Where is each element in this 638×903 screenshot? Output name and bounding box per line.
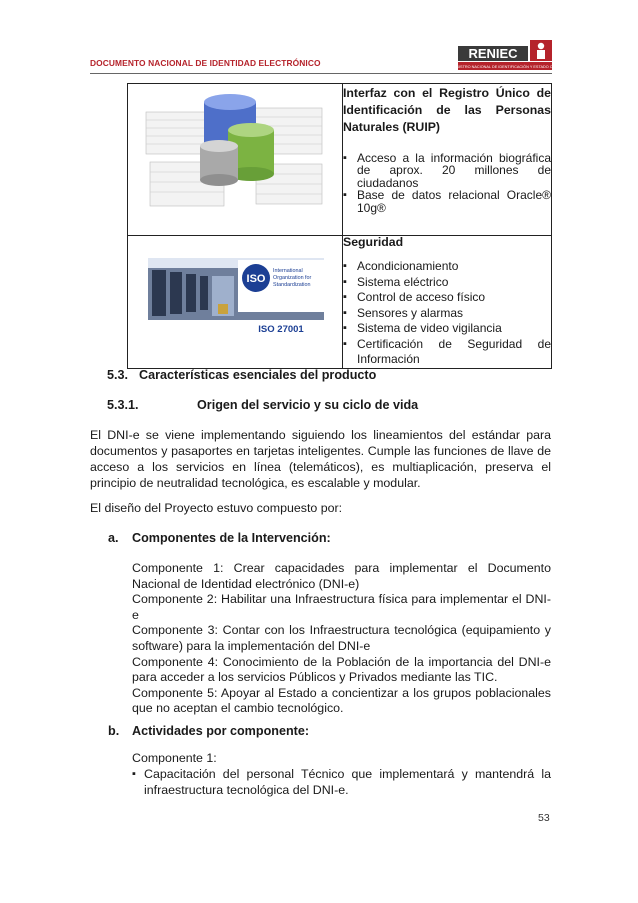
list-item: ▪ Acceso a la información biográfica de aprox. 20 millones de ciudadanos xyxy=(343,152,551,189)
activities-heading: Actividades por componente: xyxy=(132,724,310,738)
ruip-title: Interfaz con el Registro Único de Identificación de las Personas Naturales (RUIP) xyxy=(343,86,551,134)
subsection-number: 5.3.1. xyxy=(107,398,139,412)
header-title: DOCUMENTO NACIONAL DE IDENTIDAD ELECTRÓNICO xyxy=(90,58,321,68)
section-number: 5.3. xyxy=(107,368,129,382)
security-title: Seguridad xyxy=(343,235,404,249)
iso-org-line: Organization for xyxy=(273,275,312,281)
list-item: ▪ Sistema eléctrico xyxy=(343,275,551,291)
list-item: ▪ Base de datos relacional Oracle® 10g® xyxy=(343,189,551,214)
page-number: 53 xyxy=(538,812,550,824)
iso-illustration xyxy=(128,236,340,354)
component-item: Componente 5: Apoyar al Estado a concientizar a los grupos poblacionales que no aceptan el cambio tecnológico. xyxy=(132,685,551,716)
list-marker-a: a. xyxy=(108,531,119,545)
list-item: ▪ Sistema de video vigilancia xyxy=(343,321,551,337)
logo-text: RENIEC xyxy=(468,46,518,61)
list-item: ▪ Sensores y alarmas xyxy=(343,306,551,322)
database-image-cell xyxy=(128,84,343,236)
paragraph: El DNI-e se viene implementando siguiendo los lineamientos del estándar para documentos y pasaportes en tarjetas inteligentes. Cumple las funciones de llave de acceso a los servicios en línea (telemáticos), es multiaplicación, preserva el principio de neutralidad tecnológica, es escalable y modular. xyxy=(90,428,551,490)
list-item: ▪ Capacitación del personal Técnico que implementará y mantendrá la infraestructura tecnológica del DNI-e. xyxy=(132,766,551,798)
iso-image-cell xyxy=(128,236,343,369)
ruip-bullet-list xyxy=(343,152,551,214)
component-subheading: Componente 1: xyxy=(132,751,217,765)
security-cell xyxy=(343,236,552,369)
database-illustration xyxy=(128,84,340,230)
components-heading: Componentes de la Intervención: xyxy=(132,531,331,545)
paragraph: El diseño del Proyecto estuvo compuesto por: xyxy=(90,501,343,515)
subsection-heading: Origen del servicio y su ciclo de vida xyxy=(197,398,419,412)
list-item: ▪ Control de acceso físico xyxy=(343,290,551,306)
component-item: Componente 1: Crear capacidades para implementar el Documento Nacional de Identidad electrónico (DNI-e) xyxy=(132,561,551,591)
component-item: Componente 2: Habilitar una Infraestructura física para implementar el DNI-e xyxy=(132,592,551,622)
component-item: Componente 4: Conocimiento de la Población de la importancia del DNI-e para acceder a los servicios Públicos y Privados mediante las TIC. xyxy=(132,654,551,685)
logo-subtext: REGISTRO NACIONAL DE IDENTIFICACIÓN Y ESTADO CIVIL xyxy=(450,65,560,70)
iso-caption: ISO 27001 xyxy=(258,324,304,335)
iso-emblem xyxy=(242,264,270,292)
reniec-logo xyxy=(450,40,560,72)
header-rule xyxy=(90,73,552,74)
security-bullet-list xyxy=(343,259,551,368)
iso-org-line: Standardization xyxy=(273,282,311,288)
list-marker-b: b. xyxy=(108,724,120,738)
list-item: ▪ Acondicionamiento xyxy=(343,259,551,275)
iso-emblem-text: ISO xyxy=(246,273,266,285)
activities-list xyxy=(132,766,551,798)
section-heading: Características esenciales del producto xyxy=(139,368,377,382)
ruip-cell xyxy=(343,84,552,236)
component-item: Componente 3: Contar con los Infraestructura tecnológica (equipamiento y software) para la implementación del DNI-e xyxy=(132,623,551,653)
components-list xyxy=(132,561,551,717)
list-item: ▪ Certificación de Seguridad de Información xyxy=(343,337,551,368)
features-table xyxy=(127,83,552,369)
iso-org-line: International xyxy=(273,268,303,274)
